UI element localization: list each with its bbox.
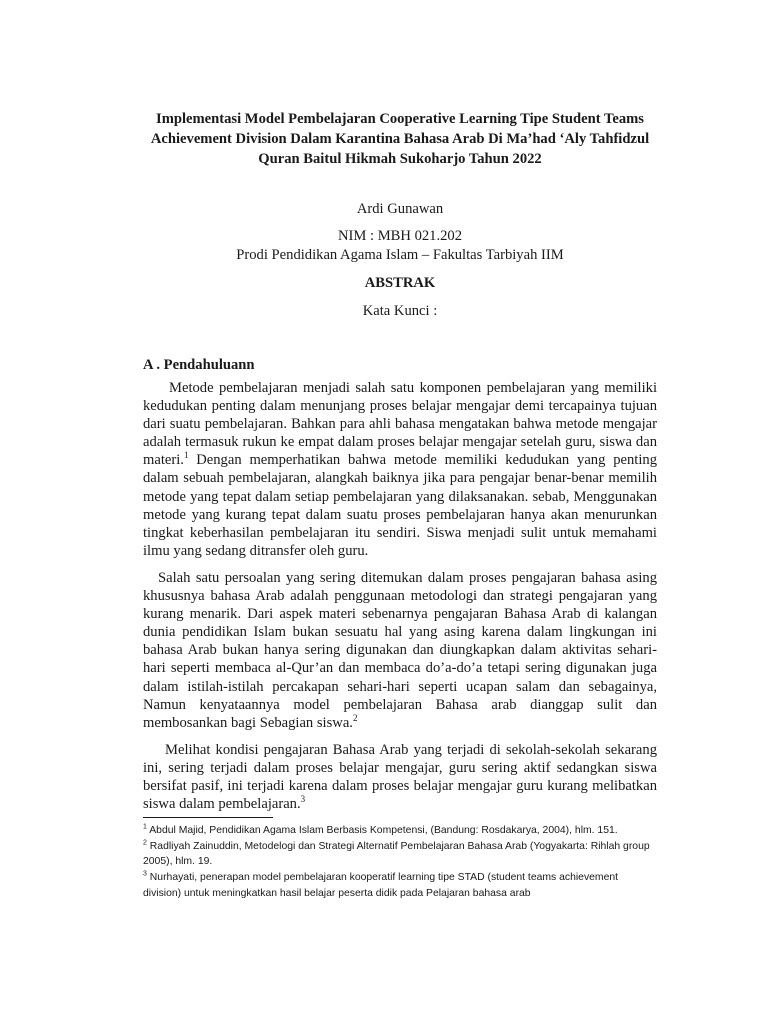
footnote-ref[interactable]: 3 xyxy=(300,794,306,805)
paper-title xyxy=(143,0,657,169)
author-info xyxy=(143,227,657,265)
footnote xyxy=(143,839,657,870)
footnote-ref[interactable]: 2 xyxy=(352,712,358,723)
footnote-text: Radliyah Zainuddin, Metodelogi dan Strategi Alternatif Pembelajaran Bahasa Arab (Yogyakarta: Rihlah group 2005), hlm. 19. xyxy=(143,840,650,868)
footnote-number: 3 xyxy=(143,870,147,878)
footnote-divider xyxy=(143,817,273,818)
author-name: Ardi Gunawan xyxy=(356,201,444,217)
footnote-text: Nurhayati, penerapan model pembelajaran kooperatif learning tipe STAD (student teams achievement division) untuk meningkatkan hasil belajar peserta didik pada Pelajaran bahasa arab xyxy=(143,871,619,899)
footnotes xyxy=(143,823,657,901)
body-paragraph xyxy=(143,741,657,813)
section-heading: A . Pendahuluann xyxy=(143,357,255,373)
paragraph-text: Salah satu persoalan yang sering ditemukan dalam proses pengajaran bahasa asing khususnya bahasa Arab adalah penggunaan metodologi dan strategi pengajaran yang kurang menarik. Dari aspek materi sebenarnya pengajaran Bahasa Arab di kalangan dunia pendidikan Islam bukan sesuatu hal yang asing karena dalam lingkungan ini bahasa Arab bukan hanya sering digunakan dan diungkapkan dalam aktivitas sehari-hari seperti membaca al-Qur’an dan membaca do’a-do’a tetapi sering digunakan juga dalam istilah-istilah percakapan sehari-hari seperti ucapan salam dan sebagainya, Namun kenyataannya model pembelajaran Bahasa arab dianggap sulit dan membosankan bagi Sebagian siswa. xyxy=(143,569,657,731)
footnote xyxy=(143,870,657,901)
title-line: Achievement Division Dalam Karantina Bahasa Arab Di Ma’had ‘Aly Tahfidzul xyxy=(150,131,650,147)
footnote-text: Abdul Majid, Pendidikan Agama Islam Berbasis Kompetensi, (Bandung: Rosdakarya, 2004), hlm. 151. xyxy=(149,825,618,837)
abstract-heading: ABSTRAK xyxy=(364,275,436,291)
footnote-number: 2 xyxy=(143,839,147,847)
footnote-ref[interactable]: 1 xyxy=(183,450,189,461)
paragraph-text: Dengan memperhatikan bahwa metode memiliki kedudukan yang penting dalam sebuah pembelajaran, alangkah baiknya jika para pengajar benar-benar memilih metode yang tepat dalam setiap pembelajaran yang dilaksanakan. sebab, Menggunakan metode yang kurang tepat dalam suatu proses pembelajaran hanya akan menurunkan tingkat keberhasilan pembelajaran itu sendiri. Siswa menjadi sulit untuk memahami ilmu yang sedang ditransfer oleh guru. xyxy=(143,452,657,559)
paragraph-text: Metode pembelajaran menjadi salah satu komponen pembelajaran yang memiliki kedudukan penting dalam menunjang proses belajar mengajar demi tercapainya tujuan dari suatu pembelajaran. Bahkan para ahli bahasa mengatakan bahwa metode mengajar adalah termasuk rukun ke empat dalam proses belajar mengajar setelah guru, siswa dan materi. xyxy=(143,380,657,469)
footnote xyxy=(143,823,657,839)
student-id: NIM : MBH 021.202 xyxy=(337,228,463,244)
paragraph-text: Melihat kondisi pengajaran Bahasa Arab yang terjadi di sekolah-sekolah sekarang ini, sering terjadi dalam proses belajar mengajar, guru sering aktif sedangkan siswa bersifat pasif, ini terjadi karena dalam proses belajar mengajar guru kurang melibatkan siswa dalam pembelajaran. xyxy=(143,741,657,813)
footnote-number: 1 xyxy=(143,823,147,831)
body-paragraph xyxy=(143,569,657,732)
keywords-label: Kata Kunci : xyxy=(362,303,438,319)
title-line: Implementasi Model Pembelajaran Cooperative Learning Tipe Student Teams xyxy=(156,111,644,127)
body-paragraph xyxy=(143,379,657,560)
affiliation: Prodi Pendidikan Agama Islam – Fakultas Tarbiyah IIM xyxy=(236,247,564,263)
title-line: Quran Baitul Hikmah Sukoharjo Tahun 2022 xyxy=(258,151,542,167)
